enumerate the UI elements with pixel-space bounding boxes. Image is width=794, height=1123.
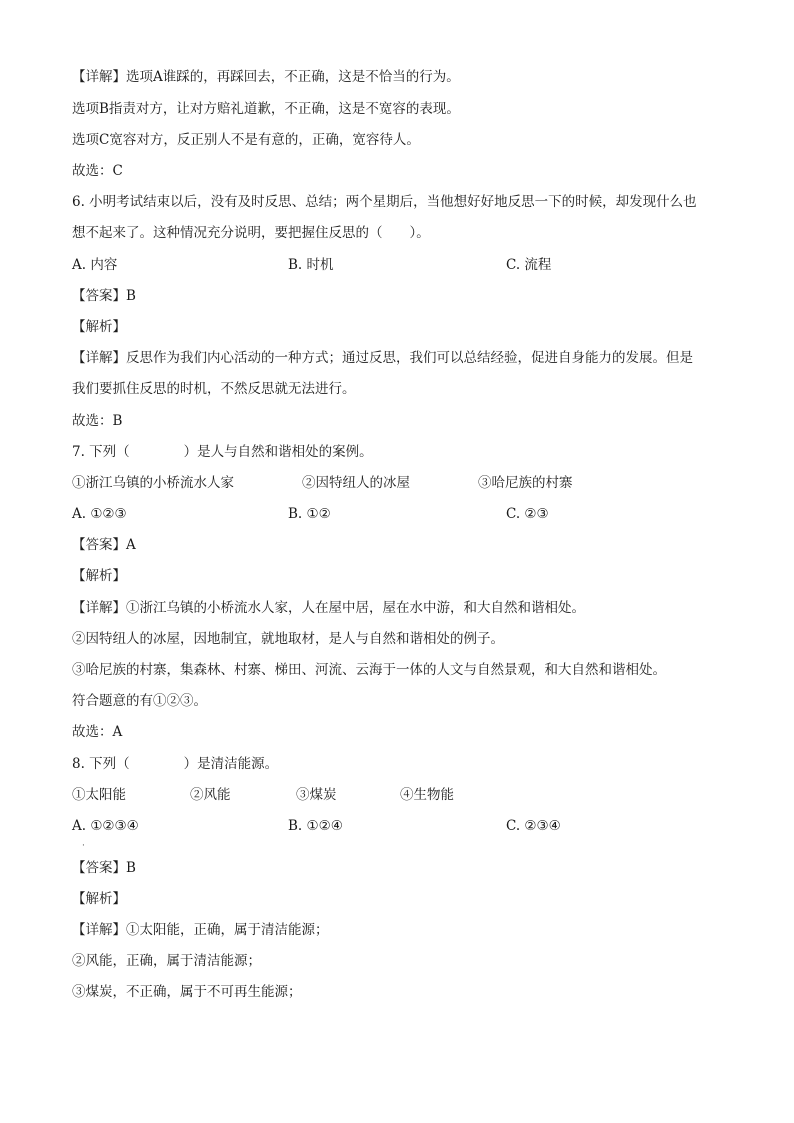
q8-detail-line3: ③煤炭，不正确，属于不可再生能源； [72, 984, 302, 1000]
q7-detail-line3: ③哈尼族的村寨，集森林、村寨、梯田、河流、云海于一体的人文与自然景观，和大自然和谐相处。 [72, 662, 666, 678]
q5-choose: 故选：C [72, 163, 123, 179]
q7-analysis-heading: 【解析】 [72, 568, 126, 584]
stray-dot-mark: · [82, 841, 85, 851]
q7-option-b: B. ①② [288, 506, 331, 522]
q7-stem: 7. 下列（ ）是人与自然和谐相处的案例。 [72, 444, 373, 460]
q6-stem-line2: 想不起来了。这种情况充分说明，要把握住反思的（ ）。 [72, 225, 430, 241]
q7-detail-line1: 【详解】①浙江乌镇的小桥流水人家，人在屋中居，屋在水中游，和大自然和谐相处。 [72, 600, 585, 616]
q8-item-2: ②风能 [190, 787, 231, 803]
q8-answer: 【答案】B [72, 860, 136, 876]
q8-stem: 8. 下列（ ）是清洁能源。 [72, 756, 279, 772]
q5-option-b-note: 选项B指责对方，让对方赔礼道歉，不正确，这是不宽容的表现。 [72, 101, 460, 117]
q8-option-a: A. ①②③④ [72, 818, 139, 834]
q8-item-1: ①太阳能 [72, 787, 126, 803]
q7-detail-line2: ②因特纽人的冰屋，因地制宜，就地取材，是人与自然和谐相处的例子。 [72, 631, 504, 647]
q6-answer: 【答案】B [72, 288, 136, 304]
q8-option-b: B. ①②④ [288, 818, 343, 834]
q7-option-c: C. ②③ [506, 506, 549, 522]
q6-option-a: A. 内容 [72, 257, 118, 273]
q5-detail: 【详解】选项A谁踩的，再踩回去，不正确，这是不恰当的行为。 [72, 69, 460, 85]
q8-option-c: C. ②③④ [506, 818, 561, 834]
q6-option-b: B. 时机 [288, 257, 334, 273]
q6-analysis-heading: 【解析】 [72, 319, 126, 335]
q6-choose: 故选：B [72, 413, 123, 429]
q8-item-4: ④生物能 [400, 787, 454, 803]
q6-option-c: C. 流程 [506, 257, 552, 273]
q5-option-c-note: 选项C宽容对方，反正别人不是有意的，正确，宽容待人。 [72, 132, 420, 148]
q8-item-3: ③煤炭 [296, 787, 337, 803]
q7-answer: 【答案】A [72, 537, 136, 553]
q7-detail-line4: 符合题意的有①②③。 [72, 693, 207, 709]
q8-detail-line2: ②风能，正确，属于清洁能源； [72, 953, 261, 969]
q7-item-1: ①浙江乌镇的小桥流水人家 [72, 475, 234, 491]
q6-detail-line1: 【详解】反思作为我们内心活动的一种方式；通过反思，我们可以总结经验，促进自身能力的发展。但是 [72, 350, 693, 366]
q7-choose: 故选：A [72, 724, 123, 740]
q7-item-3: ③哈尼族的村寨 [478, 475, 573, 491]
q7-option-a: A. ①②③ [72, 506, 127, 522]
q8-detail-line1: 【详解】①太阳能，正确，属于清洁能源； [72, 922, 329, 938]
q8-analysis-heading: 【解析】 [72, 891, 126, 907]
q6-stem-line1: 6. 小明考试结束以后，没有及时反思、总结；两个星期后，当他想好好地反思一下的时候，却发现什么也 [72, 194, 697, 210]
q6-detail-line2: 我们要抓住反思的时机，不然反思就无法进行。 [72, 381, 356, 397]
q7-item-2: ②因特纽人的冰屋 [302, 475, 410, 491]
